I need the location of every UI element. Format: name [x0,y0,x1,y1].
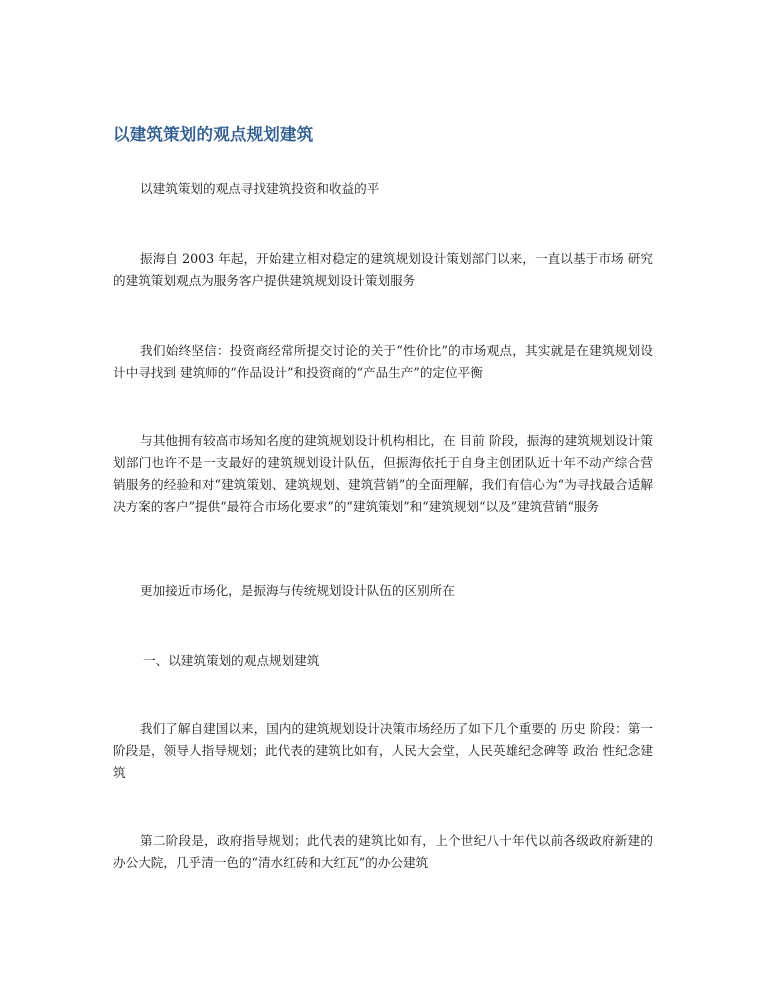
document-title: 以建筑策划的观点规划建筑 [113,125,314,144]
section-heading: 一、以建筑策划的观点规划建筑 [143,653,320,668]
paragraph-belief: 我们始终坚信：投资商经常所提交讨论的关于“性价比”的市场观点，其实就是在建筑规划设计中寻找到 建筑师的“作品设计”和投资商的“产品生产”的定位平衡 [113,343,653,380]
paragraph-subtitle: 以建筑策划的观点寻找建筑投资和收益的平 [140,181,380,196]
paragraph-comparison: 与其他拥有较高市场知名度的建筑规划设计机构相比，在 目前 阶段，振海的建筑规划设计策划部门也许不是一支最好的建筑规划设计队伍，但振海依托于自身主创团队近十年不动产综合营销服务的经验和对“建筑策划、建筑规划、建筑营销”的全面理解，我们有信心为“为寻找最合适解决方案的客户”提供“最符合市场化要求”的“建筑策划”和“建筑规划“以及”建筑营销“服务 [113,433,653,514]
paragraph-intro: 振海自 2003 年起，开始建立相对稳定的建筑规划设计策划部门以来，一直以基于市场 研究 的建筑策划观点为服务客户提供建筑规划设计策划服务 [113,251,653,288]
paragraph-stage-one: 我们了解自建国以来，国内的建筑规划设计决策市场经历了如下几个重要的 历史 阶段：第一阶段是，领导人指导规划；此代表的建筑比如有，人民大会堂，人民英雄纪念碑等 政治 性纪念建筑 [113,721,653,780]
paragraph-market: 更加接近市场化，是振海与传统规划设计队伍的区别所在 [140,583,455,598]
paragraph-stage-two: 第二阶段是，政府指导规划；此代表的建筑比如有，上个世纪八十年代以前各级政府新建的办公大院，几乎清一色的“清水红砖和大红瓦”的办公建筑 [113,833,653,870]
